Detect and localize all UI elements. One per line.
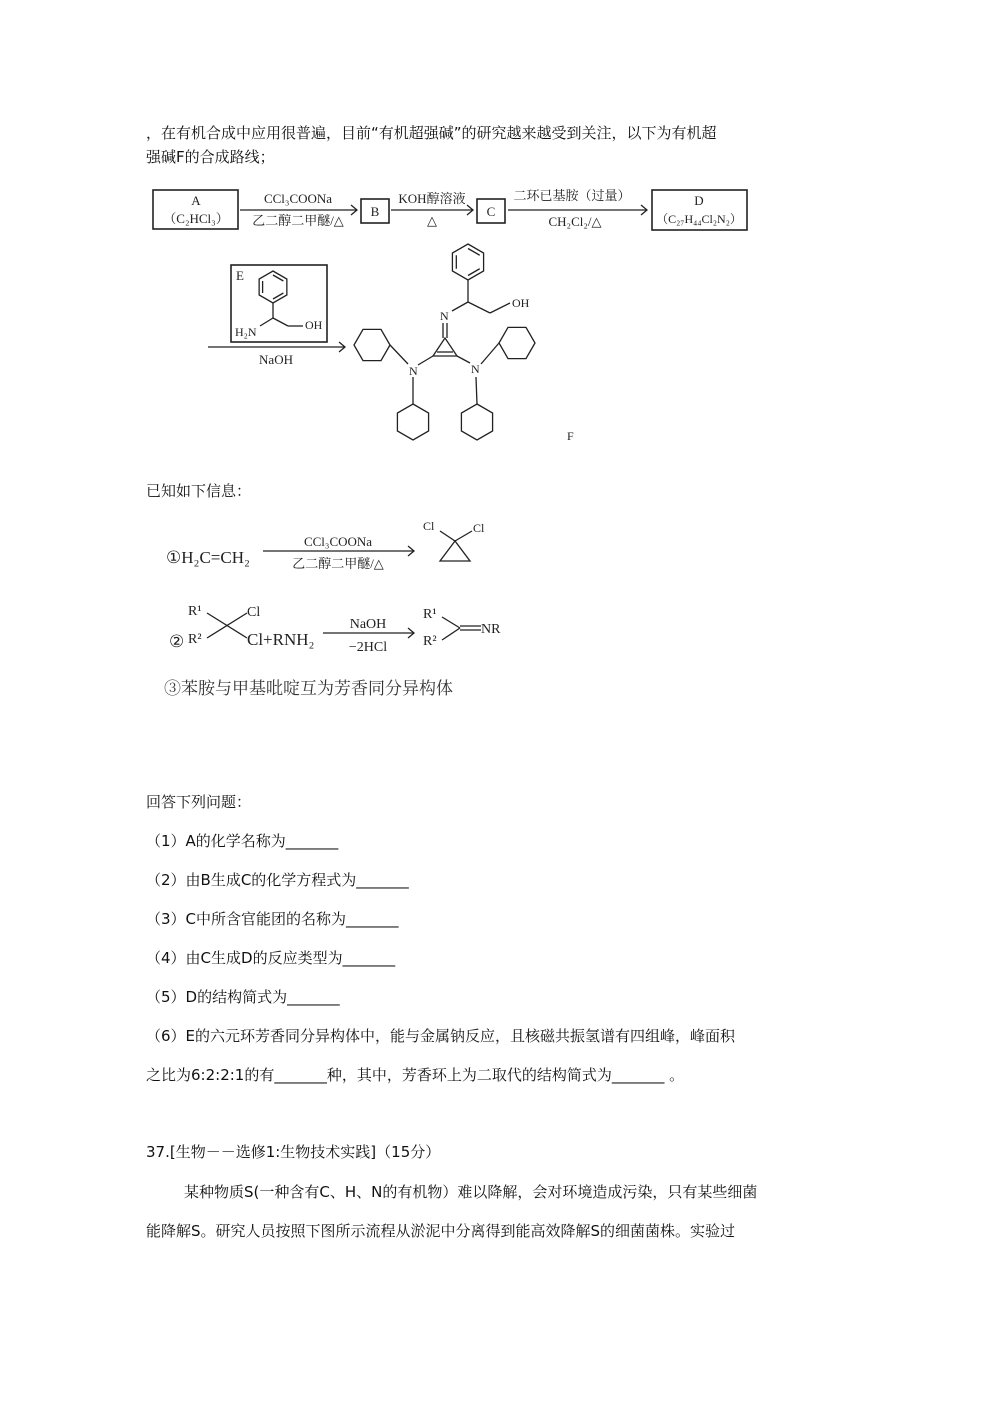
d-formula: （C₂₇H₄₄Cl₂N₂） xyxy=(656,212,742,226)
b-label: B xyxy=(370,204,380,219)
r2-byproduct: −2HCl xyxy=(348,640,388,655)
known-heading: 已知如下信息： xyxy=(146,482,252,500)
question-1: （1）A的化学名称为_______ xyxy=(146,832,339,850)
intro-line-2: 强碱F的合成路线； xyxy=(146,148,275,166)
r1-cl-2: Cl xyxy=(473,521,485,535)
bond xyxy=(481,343,499,364)
r1-cl-1: Cl xyxy=(423,519,435,533)
f-oh: OH xyxy=(512,296,530,310)
f-n-right: N xyxy=(471,362,480,376)
section-37-paragraph-line-2: 能降解S。研究人员按照下图所示流程从淤泥中分离得到能高效降解S的细菌菌株。实验过 xyxy=(146,1222,736,1240)
bond xyxy=(442,617,460,628)
r2-cl: Cl xyxy=(247,605,261,620)
r2-product-r2: R² xyxy=(423,634,437,649)
bond xyxy=(455,531,472,541)
r2-product-r1: R¹ xyxy=(423,607,437,622)
r2-r2: R² xyxy=(188,632,202,647)
cyclohexane-ring xyxy=(354,329,390,360)
question-6-line-1: （6）E的六元环芳香同分异构体中，能与金属钠反应，且核磁共振氢谱有四组峰，峰面积 xyxy=(146,1027,736,1045)
step2-reagent: KOH醇溶液 xyxy=(398,191,466,206)
question-4: （4）由C生成D的反应类型为_______ xyxy=(146,949,396,967)
f-label: F xyxy=(567,429,574,443)
benzene-ring xyxy=(452,244,483,280)
cyclohexane-ring xyxy=(499,327,535,358)
intro-line-1: ，在有机合成中应用很普遍，目前“有机超强碱”的研究越来越受到关注，以下为有机超 xyxy=(146,124,717,142)
r1-condition: 乙二醇二甲醚/△ xyxy=(292,556,384,571)
bond xyxy=(457,356,470,363)
cyclopropene-ring xyxy=(433,338,457,356)
r2-number: ② xyxy=(169,632,185,651)
known-info-3: ③苯胺与甲基吡啶互为芳香同分异构体 xyxy=(164,679,453,698)
section-37-title: 37.[生物－－选修1:生物技术实践]（15分） xyxy=(146,1143,441,1161)
benzene-ring xyxy=(259,271,287,303)
bond xyxy=(273,318,288,326)
question-5: （5）D的结构简式为_______ xyxy=(146,988,340,1006)
step3-condition: CH₂Cl₂/△ xyxy=(548,214,602,229)
section-37-paragraph-line-1: 某种物质S(一种含有C、H、N的有机物）难以降解，会对环境造成污染，只有某些细菌 xyxy=(184,1183,758,1201)
r1-reactant: ①H₂C=CH₂ xyxy=(166,548,250,567)
question-6-line-2: 之比为6:2:2:1的有_______种，其中，芳香环上为二取代的结构简式为_______ 。 xyxy=(146,1066,685,1084)
cyclopropane-ring xyxy=(440,541,470,561)
bond xyxy=(390,345,408,364)
step4-condition: NaOH xyxy=(259,352,293,367)
step3-reagent: 二环已基胺（过量） xyxy=(513,188,631,203)
bond xyxy=(476,377,477,404)
bond xyxy=(442,628,460,640)
question-2: （2）由B生成C的化学方程式为_______ xyxy=(146,871,409,889)
d-label: D xyxy=(694,193,704,208)
f-n-left: N xyxy=(409,364,418,378)
cyclohexane-ring xyxy=(461,404,492,440)
e-h2n: H₂N xyxy=(235,325,257,339)
step2-condition: △ xyxy=(427,213,437,228)
cyclohexane-ring xyxy=(397,404,428,440)
known-reaction-1 xyxy=(166,519,485,571)
bond xyxy=(440,531,455,541)
r2-reagent: NaOH xyxy=(349,617,387,632)
bond xyxy=(468,302,490,313)
c-label: C xyxy=(486,204,496,219)
f-imine-n: N xyxy=(440,309,449,323)
bond xyxy=(452,302,468,311)
e-label: E xyxy=(236,268,244,283)
bond xyxy=(260,318,273,326)
step1-reagent: CCl₃COONa xyxy=(263,191,333,206)
step1-condition: 乙二醇二甲醚/△ xyxy=(252,213,344,228)
known-reaction-2 xyxy=(169,604,501,655)
questions-heading: 回答下列问题： xyxy=(146,793,252,811)
e-oh: OH xyxy=(305,318,323,332)
r1-reagent: CCl₃COONa xyxy=(303,534,373,549)
bond xyxy=(490,303,510,313)
a-label: A xyxy=(191,193,201,208)
a-formula: （C₂HCl₃） xyxy=(163,211,229,226)
r2-r1: R¹ xyxy=(188,604,202,619)
step-to-f xyxy=(208,244,574,443)
r2-nr: NR xyxy=(481,622,501,637)
bond xyxy=(418,356,433,365)
r2-reactant-rest: Cl+RNH₂ xyxy=(247,630,315,649)
question-3: （3）C中所含官能团的名称为_______ xyxy=(146,910,399,928)
synthesis-route xyxy=(153,188,747,230)
